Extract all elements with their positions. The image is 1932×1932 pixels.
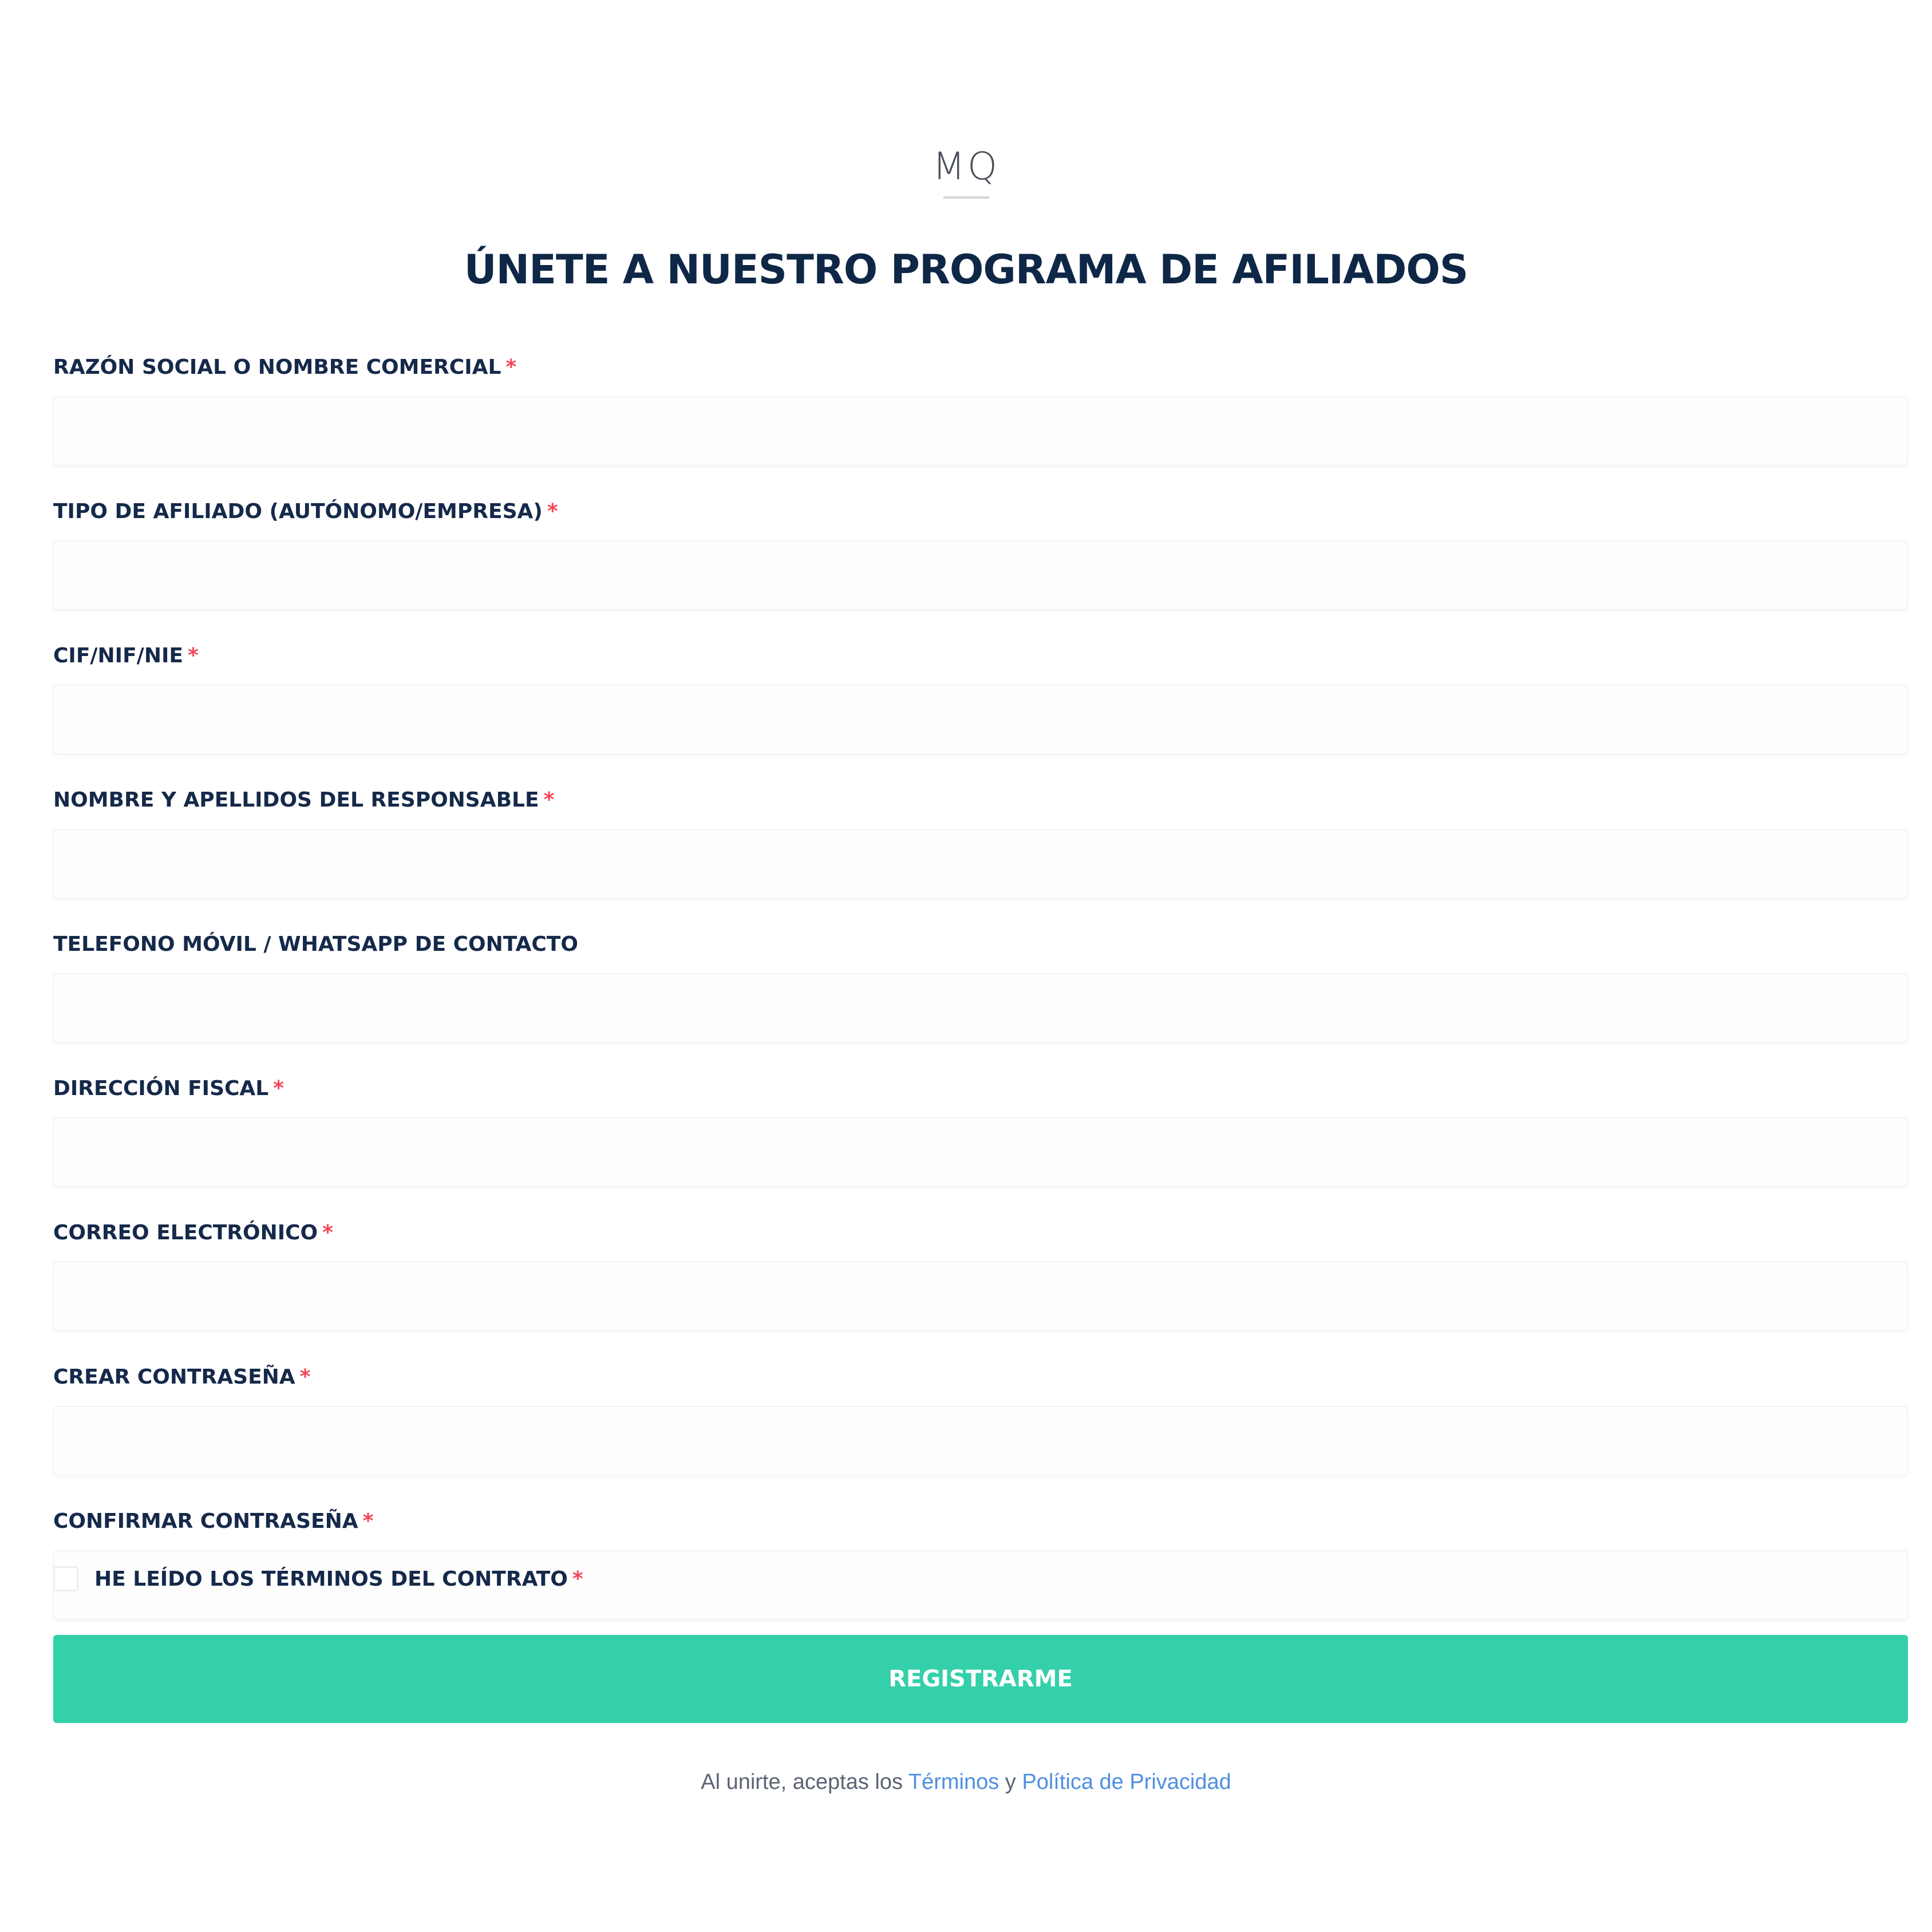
razon-social-label (53, 353, 1908, 382)
field-razon-social (53, 353, 1908, 466)
cif-nif-nie-input[interactable] (53, 685, 1908, 754)
direccion-fiscal-label-text: DIRECCIÓN FISCAL (53, 1077, 269, 1100)
required-asterisk: * (505, 355, 517, 379)
correo-label-text: CORREO ELECTRÓNICO (53, 1221, 318, 1244)
tipo-afiliado-label-text: TIPO DE AFILIADO (AUTÓNOMO/EMPRESA) (53, 500, 543, 523)
legal-note-connector: y (1005, 1770, 1016, 1794)
field-confirmar-contrasena (53, 1507, 1908, 1620)
required-asterisk: * (543, 788, 555, 812)
razon-social-input[interactable] (53, 396, 1908, 466)
field-cif-nif-nie (53, 641, 1908, 754)
required-asterisk: * (273, 1077, 285, 1100)
correo-label (53, 1218, 1908, 1248)
confirmar-contrasena-label-text: CONFIRMAR CONTRASEÑA (53, 1510, 358, 1533)
email-input[interactable] (53, 1262, 1908, 1332)
crear-contrasena-label (53, 1362, 1908, 1392)
required-asterisk: * (362, 1510, 374, 1533)
confirmar-contrasena-label (53, 1507, 1908, 1536)
cif-nif-nie-label (53, 641, 1908, 671)
required-asterisk: * (299, 1365, 311, 1389)
legal-note-prefix: Al unirte, aceptas los (701, 1770, 903, 1794)
crear-contrasena-label-text: CREAR CONTRASEÑA (53, 1365, 295, 1389)
tipo-afiliado-input[interactable] (53, 540, 1908, 610)
required-asterisk: * (547, 500, 558, 523)
terms-checkbox-row[interactable] (53, 1564, 583, 1594)
responsable-label (53, 785, 1908, 815)
responsable-input[interactable] (53, 829, 1908, 899)
brand-logo (0, 144, 1932, 199)
required-asterisk: * (187, 644, 199, 667)
razon-social-label-text: RAZÓN SOCIAL O NOMBRE COMERCIAL (53, 355, 501, 379)
field-crear-contrasena (53, 1362, 1908, 1476)
privacy-policy-link[interactable]: Política de Privacidad (1022, 1770, 1231, 1794)
register-button[interactable]: REGISTRARME (53, 1635, 1908, 1723)
terms-checkbox-label[interactable] (94, 1567, 583, 1591)
field-direccion-fiscal (53, 1074, 1908, 1187)
legal-note (0, 1770, 1932, 1795)
responsable-label-text: NOMBRE Y APELLIDOS DEL RESPONSABLE (53, 788, 539, 812)
field-telefono (53, 930, 1908, 1043)
brand-logo-mark: MQ (933, 144, 999, 188)
direccion-fiscal-label (53, 1074, 1908, 1104)
direccion-fiscal-input[interactable] (53, 1117, 1908, 1187)
telefono-label (53, 930, 1908, 959)
terms-checkbox[interactable] (53, 1566, 78, 1591)
terms-checkbox-label-text: HE LEÍDO LOS TÉRMINOS DEL CONTRATO (94, 1567, 568, 1591)
required-asterisk: * (572, 1567, 583, 1591)
field-tipo-afiliado (53, 497, 1908, 610)
brand-logo-underline (943, 196, 989, 199)
telefono-label-text: TELEFONO MÓVIL / WHATSAPP DE CONTACTO (53, 933, 578, 956)
cif-nif-nie-label-text: CIF/NIF/NIE (53, 644, 183, 667)
telefono-input[interactable] (53, 973, 1908, 1043)
field-responsable (53, 785, 1908, 899)
page-title: ÚNETE A NUESTRO PROGRAMA DE AFILIADOS (464, 246, 1468, 293)
required-asterisk: * (322, 1221, 333, 1244)
tipo-afiliado-label (53, 497, 1908, 527)
terms-link[interactable]: Términos (908, 1770, 999, 1794)
password-input[interactable] (53, 1406, 1908, 1476)
field-correo (53, 1218, 1908, 1332)
affiliate-signup-form (53, 353, 1908, 1651)
